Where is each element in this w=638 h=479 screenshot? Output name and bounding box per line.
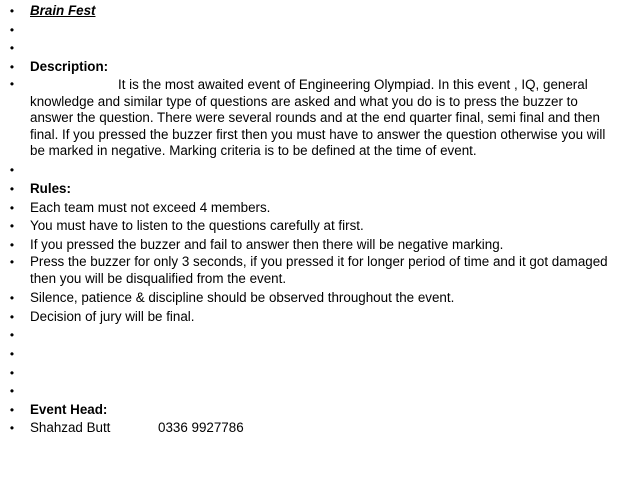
bullet-dot: • [9, 41, 15, 56]
event-title: Brain Fest [30, 3, 96, 18]
event-head-phone: 0336 9927786 [158, 420, 244, 436]
bullet-dot: • [9, 255, 15, 270]
bullet-dot: • [9, 219, 15, 234]
bullet-dot: • [9, 77, 15, 92]
bullet-empty [0, 326, 638, 345]
bullet-dot: • [9, 309, 15, 324]
rule-text: Each team must not exceed 4 members. [30, 199, 271, 215]
bullet-dot: • [9, 328, 15, 343]
bullet-dot: • [9, 182, 15, 196]
rule-text: You must have to listen to the questions carefully at first. [30, 218, 364, 234]
bullet-dot: • [9, 200, 15, 215]
bullet-empty [0, 382, 638, 401]
rules-heading: Rules: [30, 181, 71, 196]
bullet-dot: • [9, 402, 15, 417]
bullet-title [0, 2, 638, 21]
description-text: It is the most awaited event of Engineering Olympiad. In this event , IQ, general knowledge and similar type of questions are asked and what you do is to press the buzzer to answer the question. There were several rounds and at the end quarter final, semi final and then final. If you pressed the buzzer first then you must have to answer the question otherwise you will be marked in negative. Marking criteria is to be defined at the time of event. [30, 77, 606, 158]
rule-text: Silence, patience & discipline should be observed throughout the event. [30, 290, 455, 306]
bullet-rules-heading [0, 180, 638, 199]
bullet-list [0, 2, 638, 438]
bullet-event-head-contact [0, 419, 638, 438]
bullet-description-heading [0, 58, 638, 77]
event-head-name: Shahzad Butt [30, 420, 111, 436]
rule-text: Press the buzzer for only 3 seconds, if you pressed it for longer period of time and it got damaged then you will be disqualified from the event. [30, 254, 608, 286]
bullet-dot: • [9, 163, 15, 178]
bullet-dot: • [9, 346, 15, 361]
rule-item [0, 308, 638, 327]
rule-item [0, 199, 638, 218]
rule-item [0, 236, 638, 255]
rule-text: Decision of jury will be final. [30, 308, 195, 324]
bullet-empty [0, 161, 638, 180]
bullet-dot: • [9, 4, 15, 18]
bullet-dot: • [9, 237, 15, 252]
rule-item [0, 289, 638, 308]
bullet-dot: • [9, 291, 15, 306]
bullet-dot: • [9, 384, 15, 399]
bullet-event-head-heading [0, 401, 638, 420]
bullet-empty [0, 39, 638, 58]
rule-item [0, 254, 638, 289]
bullet-description-text [0, 76, 638, 161]
bullet-empty [0, 364, 638, 383]
event-head-heading: Event Head: [30, 401, 108, 417]
rule-item [0, 217, 638, 236]
bullet-dot: • [9, 59, 15, 74]
bullet-dot: • [9, 365, 15, 380]
bullet-dot: • [9, 421, 15, 436]
bullet-dot: • [9, 22, 15, 37]
bullet-empty [0, 345, 638, 364]
bullet-empty [0, 21, 638, 40]
description-heading: Description: [30, 58, 109, 74]
rule-text: If you pressed the buzzer and fail to answer then there will be negative marking. [30, 236, 504, 252]
